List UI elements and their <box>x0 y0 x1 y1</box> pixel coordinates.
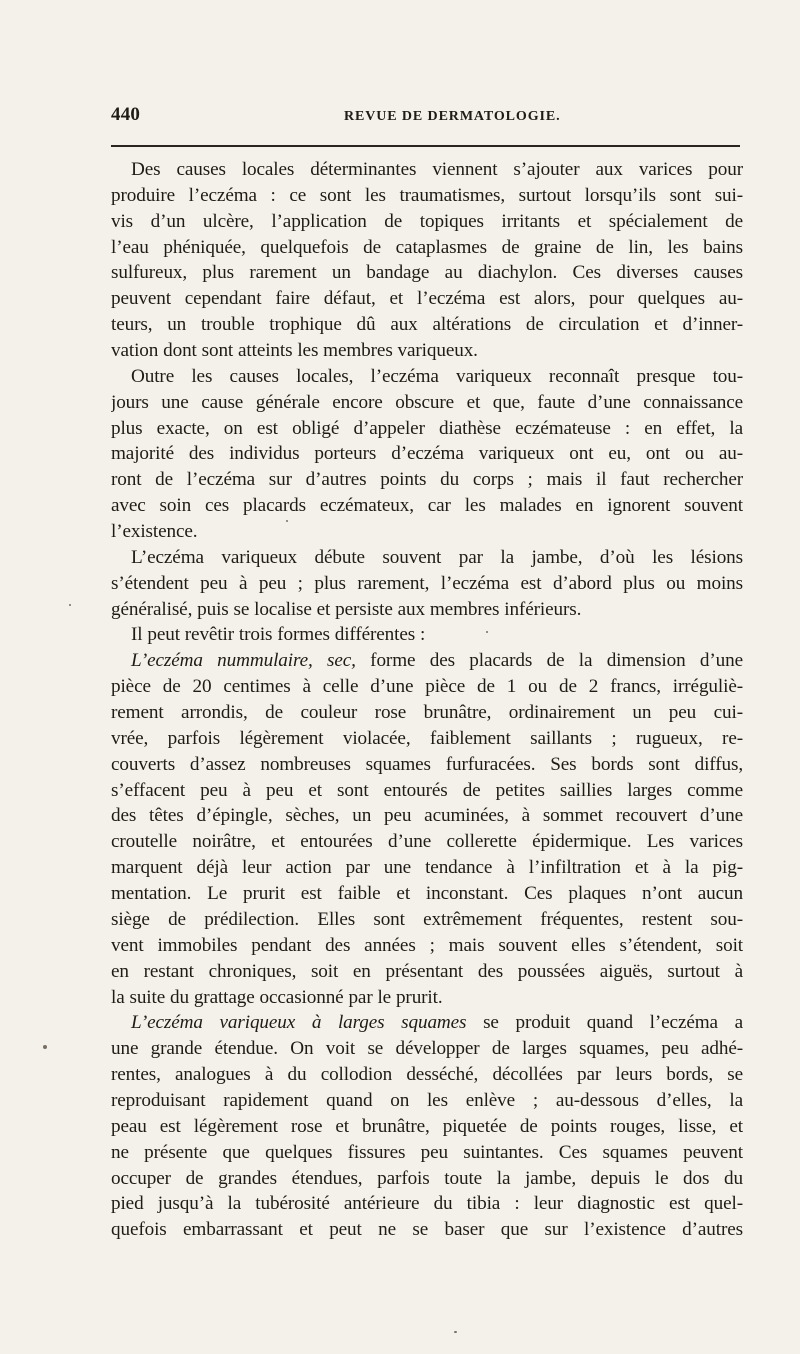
text-line <box>111 235 743 261</box>
italic-term: L’eczéma nummulaire, sec, <box>131 650 356 672</box>
text-line <box>111 364 743 390</box>
line-text: vrée, parfois légèrement violacée, faiblement saillants ; rugueux, re- <box>111 727 743 749</box>
text-line <box>111 209 743 235</box>
text-line <box>111 1010 743 1036</box>
text-line <box>111 597 743 623</box>
line-text: pièce de 20 centimes à celle d’une pièce de 1 ou de 2 francs, irréguliè- <box>111 676 743 698</box>
text-line <box>111 1114 743 1140</box>
line-text: la suite du grattage occasionné par le prurit. <box>111 986 443 1008</box>
text-line <box>111 545 743 571</box>
paper-speck <box>486 631 488 633</box>
line-text: s’effacent peu à peu et sont entourés de petites saillies larges comme <box>111 779 743 801</box>
text-line <box>111 752 743 778</box>
text-line <box>111 648 743 674</box>
line-text: pied jusqu’à la tubérosité antérieure du tibia : leur diagnostic est quel- <box>111 1193 743 1215</box>
page-header <box>111 104 711 134</box>
line-text: avec soin ces placards eczémateux, car les malades en ignorent souvent <box>111 495 743 517</box>
text-line <box>111 829 743 855</box>
body-text <box>111 157 743 1243</box>
line-text: quefois embarrassant et peut ne se baser que sur l’existence d’autres <box>111 1219 743 1241</box>
text-line <box>111 467 743 493</box>
text-line <box>111 700 743 726</box>
text-line <box>111 1140 743 1166</box>
line-text: l’eau phéniquée, quelquefois de cataplasmes de graine de lin, les bains <box>111 236 743 258</box>
page-number: 440 <box>111 104 141 125</box>
line-text: en restant chroniques, soit en présentant des poussées aiguës, surtout à <box>111 960 743 982</box>
text-line <box>111 338 743 364</box>
text-line <box>111 1062 743 1088</box>
line-text: L’eczéma variqueux débute souvent par la jambe, d’où les lésions <box>131 546 743 568</box>
text-line <box>111 907 743 933</box>
line-text: jours une cause générale encore obscure et que, faute d’une connaissance <box>111 391 743 413</box>
text-line <box>111 390 743 416</box>
line-text: occuper de grandes étendues, parfois toute la jambe, depuis le dos du <box>111 1167 743 1189</box>
line-text: couverts d’assez nombreuses squames furfuracées. Ses bords sont diffus, <box>111 753 743 775</box>
text-line <box>111 778 743 804</box>
line-text: sulfureux, plus rarement un bandage au diachylon. Ces diverses causes <box>111 262 743 284</box>
text-line <box>111 441 743 467</box>
paper-speck <box>286 520 288 522</box>
line-text: Il peut revêtir trois formes différentes : <box>131 624 426 646</box>
line-text: rement arrondis, de couleur rose brunâtre, ordinairement un peu cui- <box>111 702 743 724</box>
line-text: une grande étendue. On voit se développer de larges squames, peu adhé- <box>111 1038 743 1060</box>
text-line <box>111 855 743 881</box>
text-line <box>111 416 743 442</box>
text-line <box>111 183 743 209</box>
text-line <box>111 1088 743 1114</box>
line-text: siège de prédilection. Elles sont extrêmement fréquentes, restent sou- <box>111 908 743 930</box>
italic-term: L’eczéma variqueux à larges squames <box>131 1012 467 1034</box>
line-text: majorité des individus porteurs d’eczéma variqueux ont eu, ont ou au- <box>111 443 743 465</box>
text-line <box>111 493 743 519</box>
text-line <box>111 312 743 338</box>
line-text: vent immobiles pendant des années ; mais souvent elles s’étendent, soit <box>111 934 743 956</box>
text-line <box>111 286 743 312</box>
paper-speck <box>43 1045 47 1049</box>
header-rule <box>111 145 740 147</box>
text-line <box>111 571 743 597</box>
text-line <box>111 1036 743 1062</box>
line-text: se produit quand l’eczéma a <box>466 1012 743 1034</box>
line-text: plus exacte, on est obligé d’appeler diathèse eczémateuse : en effet, la <box>111 417 743 439</box>
line-text: marquent déjà leur action par une tendance à l’infiltration et à la pig- <box>111 857 743 879</box>
paper-speck <box>69 604 71 606</box>
line-text: forme des placards de la dimension d’une <box>355 650 743 672</box>
text-line <box>111 933 743 959</box>
text-line <box>111 622 743 648</box>
line-text: rentes, analogues à du collodion desséché, décollées par leurs bords, se <box>111 1064 743 1086</box>
line-text: Des causes locales déterminantes viennent s’ajouter aux varices pour <box>131 159 743 180</box>
line-text: vis d’un ulcère, l’application de topiques irritants et spécialement de <box>111 210 743 232</box>
line-text: mentation. Le prurit est faible et inconstant. Ces plaques n’ont aucun <box>111 883 743 905</box>
line-text: Outre les causes locales, l’eczéma variqueux reconnaît presque tou- <box>131 365 743 387</box>
line-text: ront de l’eczéma sur d’autres points du corps ; mais il faut rechercher <box>111 469 743 491</box>
line-text: généralisé, puis se localise et persiste aux membres inférieurs. <box>111 598 582 620</box>
text-line <box>111 959 743 985</box>
text-line <box>111 1166 743 1192</box>
running-title: REVUE DE DERMATOLOGIE. <box>344 109 561 124</box>
paper-speck <box>454 1331 457 1333</box>
text-line <box>111 519 743 545</box>
line-text: reproduisant rapidement quand on les enlève ; au-dessous d’elles, la <box>111 1089 743 1111</box>
line-text: peau est légèrement rose et brunâtre, piquetée de points rouges, lisse, et <box>111 1115 743 1137</box>
text-line <box>111 157 743 183</box>
text-line <box>111 674 743 700</box>
line-text: s’étendent peu à peu ; plus rarement, l’eczéma est d’abord plus ou moins <box>111 572 743 594</box>
line-text: l’existence. <box>111 521 198 543</box>
line-text: produire l’eczéma : ce sont les traumatismes, surtout lorsqu’ils sont sui- <box>111 184 743 206</box>
text-line <box>111 726 743 752</box>
line-text: vation dont sont atteints les membres variqueux. <box>111 340 478 362</box>
line-text: peuvent cependant faire défaut, et l’eczéma est alors, pour quelques au- <box>111 288 743 310</box>
text-line <box>111 260 743 286</box>
text-line <box>111 803 743 829</box>
text-line <box>111 1217 743 1243</box>
text-line <box>111 985 743 1011</box>
text-line <box>111 881 743 907</box>
line-text: croutelle noirâtre, et entourées d’une collerette épidermique. Les varices <box>111 831 743 853</box>
line-text: des têtes d’épingle, sèches, un peu acuminées, à sommet recouvert d’une <box>111 805 743 827</box>
text-line <box>111 1191 743 1217</box>
line-text: ne présente que quelques fissures peu suintantes. Ces squames peuvent <box>111 1141 743 1163</box>
line-text: teurs, un trouble trophique dû aux altérations de circulation et d’inner- <box>111 314 743 336</box>
